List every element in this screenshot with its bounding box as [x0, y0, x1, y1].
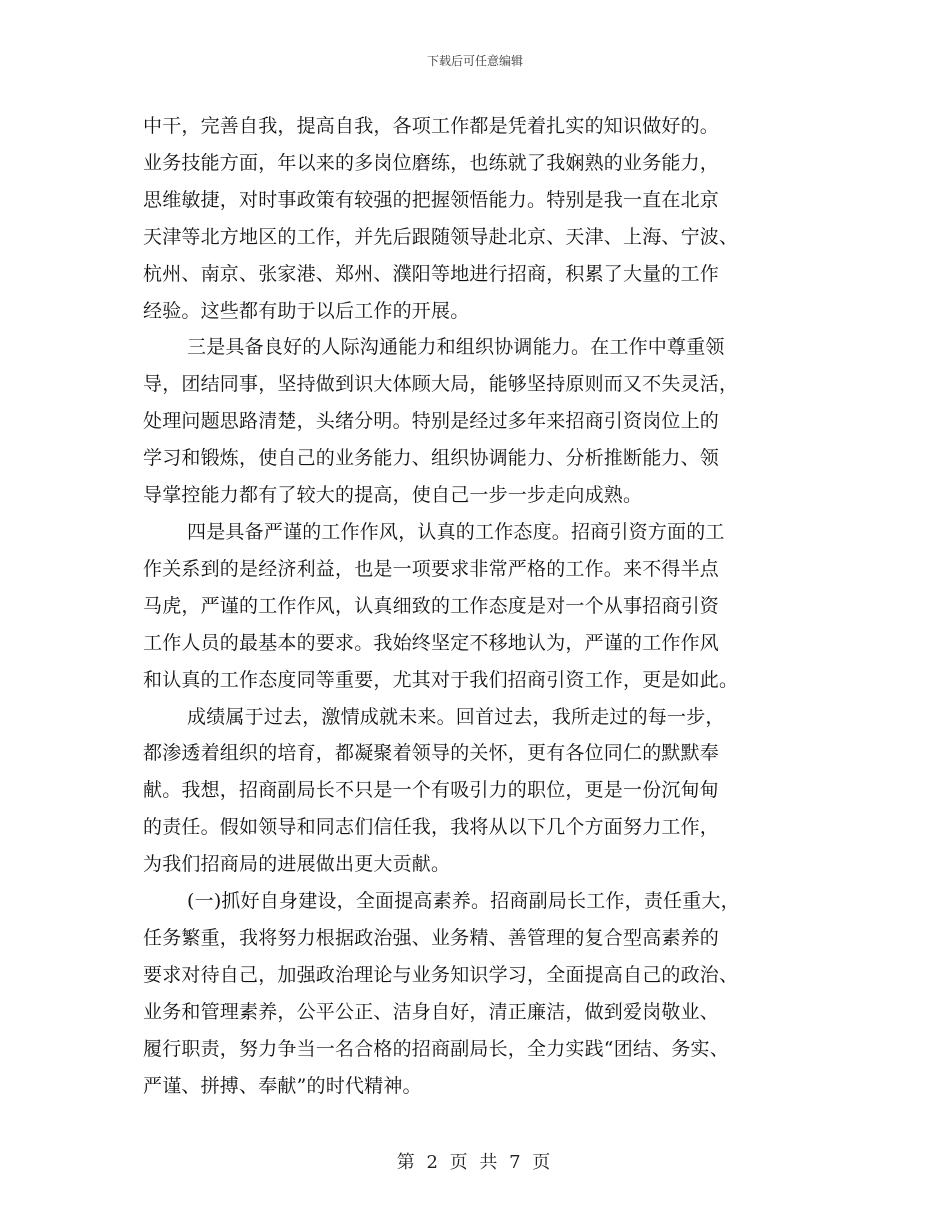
text-line: 业务技能方面，年以来的多岗位磨练，也练就了我娴熟的业务能力， [143, 151, 720, 174]
header-note: 下载后可任意编辑 [426, 54, 523, 68]
text-line: 四是具备严谨的工作作风，认真的工作态度。招商引资方面的工 [187, 520, 725, 543]
text-line: 要求对待自己，加强政治理论与业务知识学习，全面提高自己的政治、 [143, 963, 739, 986]
text-line: 的责任。假如领导和同志们信任我，我将从以下几个方面努力工作， [143, 816, 720, 839]
paragraph-self-building [143, 883, 815, 1104]
text-line: 学习和锻炼，使自己的业务能力、组织协调能力、分析推断能力、领 [143, 447, 720, 470]
text-line: 都渗透着组织的培育，都凝聚着领导的关怀，更有各位同仁的默默奉 [143, 742, 720, 765]
text-line: 处理问题思路清楚，头绪分明。特别是经过多年来招商引资岗位上的 [143, 410, 720, 433]
paragraph-achievements [143, 699, 815, 884]
text-line: 献。我想，招商副局长不只是一个有吸引力的职位，更是一份沉甸甸 [143, 779, 720, 802]
text-line: 成绩属于过去，激情成就未来。回首过去，我所走过的每一步， [187, 705, 725, 728]
text-line: 天津等北方地区的工作，并先后跟随领导赴北京、天津、上海、宁波、 [143, 225, 739, 248]
text-line: 作关系到的是经济利益，也是一项要求非常严格的工作。来不得半点 [143, 557, 720, 580]
text-line: 为我们招商局的进展做出更大贡献。 [143, 853, 451, 876]
text-line: 马虎，严谨的工作作风，认真细致的工作态度是对一个从事招商引资 [143, 594, 720, 617]
document-body [143, 108, 815, 1104]
text-line: 导，团结同事，坚持做到识大体顾大局，能够坚持原则而又不失灵活， [143, 373, 739, 396]
text-line: (一)抓好自身建设，全面提高素养。招商副局长工作，责任重大， [187, 890, 740, 913]
text-line: 业务和管理素养，公平公正、洁身自好，清正廉洁，做到爱岗敬业、 [143, 1000, 720, 1023]
text-line: 任务繁重，我将努力根据政治强、业务精、善管理的复合型高素养的 [143, 926, 720, 949]
paragraph-work-style [143, 514, 815, 699]
page-number: 第 2 页 共 7 页 [396, 1152, 554, 1173]
paragraph-continuation [143, 108, 815, 329]
text-line: 履行职责，努力争当一名合格的招商副局长，全力实践“团结、务实、 [143, 1037, 729, 1060]
text-line: 经验。这些都有助于以后工作的开展。 [143, 299, 470, 322]
text-line: 杭州、南京、张家港、郑州、濮阳等地进行招商，积累了大量的工作 [143, 262, 720, 285]
text-line: 中干，完善自我，提高自我，各项工作都是凭着扎实的知识做好的。 [143, 115, 720, 137]
text-line: 和认真的工作态度同等重要，尤其对于我们招商引资工作，更是如此。 [143, 668, 739, 691]
text-line: 导掌控能力都有了较大的提高，使自己一步一步走向成熟。 [143, 484, 643, 507]
text-line: 思维敏捷，对时事政策有较强的把握领悟能力。特别是我一直在北京 [143, 188, 720, 211]
text-line: 三是具备良好的人际沟通能力和组织协调能力。在工作中尊重领 [187, 336, 725, 359]
paragraph-communication [143, 329, 815, 514]
text-line: 严谨、拼搏、奉献”的时代精神。 [143, 1074, 422, 1097]
text-line: 工作人员的最基本的要求。我始终坚定不移地认为，严谨的工作作风 [143, 631, 720, 654]
